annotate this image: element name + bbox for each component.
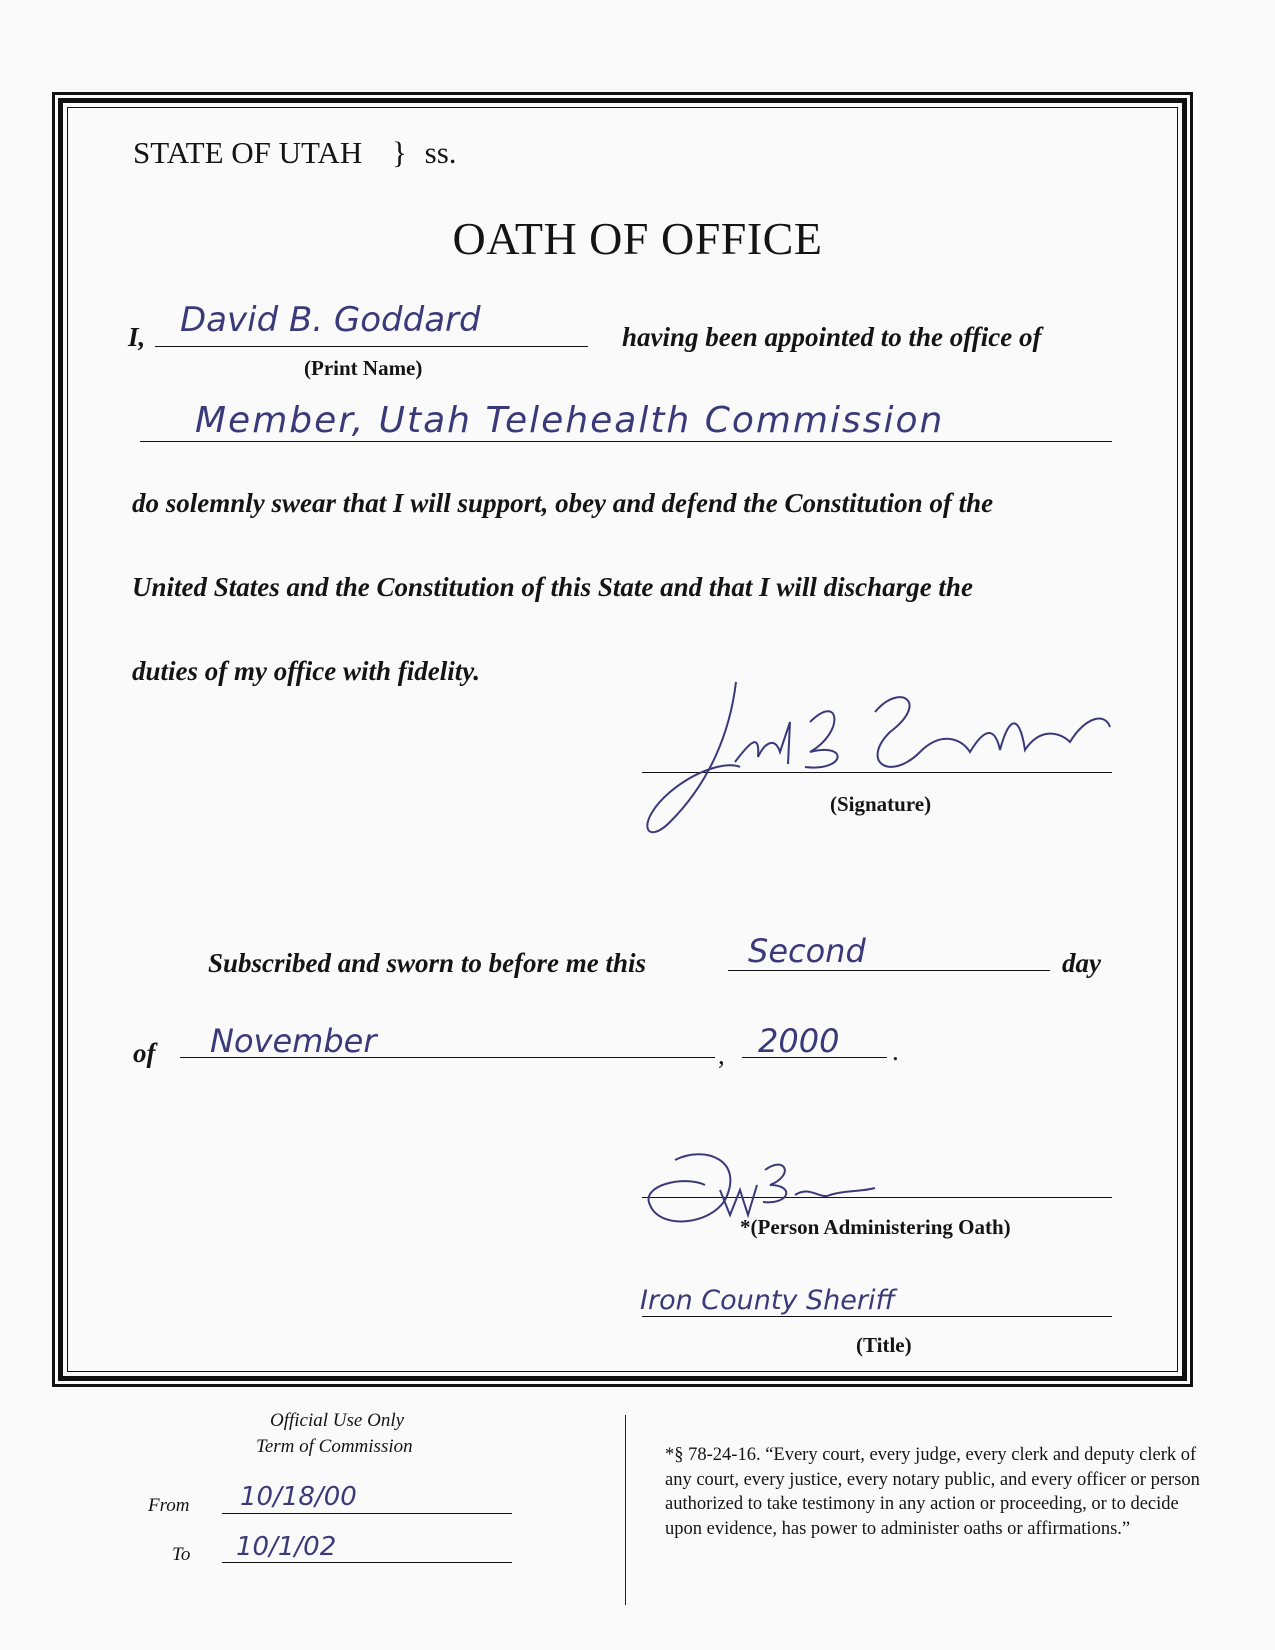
appointed-text: having been appointed to the office of — [622, 322, 1042, 352]
state-label: STATE OF UTAH — [133, 135, 363, 170]
day-label: day — [1062, 948, 1101, 978]
title-line — [642, 1316, 1112, 1317]
year-value: 2000 — [758, 1022, 840, 1060]
title-value: Iron County Sheriff — [640, 1285, 895, 1316]
administrator-signature-text — [700, 1150, 702, 1151]
from-label: From — [148, 1495, 190, 1516]
to-line — [222, 1562, 512, 1563]
to-value: 10/1/02 — [236, 1532, 337, 1562]
signature-caption: (Signature) — [830, 792, 932, 816]
oath-text-line-2: United States and the Constitution of this State and that I will discharge the — [132, 572, 973, 602]
comma: , — [718, 1040, 725, 1070]
venue-line — [133, 135, 457, 171]
day-line — [728, 970, 1050, 971]
period: . — [892, 1036, 899, 1066]
print-name-caption: (Print Name) — [304, 356, 423, 380]
print-name-line — [155, 346, 588, 347]
administrator-caption: *(Person Administering Oath) — [740, 1215, 1011, 1239]
office-value: Member, Utah Telehealth Commission — [195, 400, 945, 441]
page-title: OATH OF OFFICE — [452, 213, 823, 264]
print-name-value: David B. Goddard — [180, 300, 481, 340]
oath-text-line-1: do solemnly swear that I will support, obey and defend the Constitution of the — [132, 488, 994, 518]
of-label: of — [133, 1038, 156, 1068]
office-line — [140, 441, 1112, 442]
footer-divider — [625, 1415, 626, 1605]
to-label: To — [172, 1544, 191, 1565]
ss-label: ss. — [424, 135, 457, 170]
title-caption: (Title) — [856, 1333, 912, 1357]
sworn-intro: Subscribed and sworn to before me this — [208, 948, 647, 978]
from-value: 10/18/00 — [240, 1482, 357, 1512]
from-line — [222, 1513, 512, 1514]
oath-text-line-3: duties of my office with fidelity. — [132, 656, 480, 686]
month-value: November — [210, 1022, 377, 1060]
i-label: I, — [128, 322, 146, 352]
statute-footnote: *§ 78-24-16. “Every court, every judge, every clerk and deputy clerk of any court, every justice, every notary public, and every officer or person authorized to take testimony in any action or proceeding, or to decide upon evidence, has power to administer oaths or affirmations.” — [665, 1445, 1200, 1539]
day-value: Second — [748, 932, 866, 970]
brace: } — [392, 135, 407, 170]
term-heading: Term of Commission — [256, 1436, 413, 1457]
official-use-heading: Official Use Only — [270, 1410, 405, 1431]
